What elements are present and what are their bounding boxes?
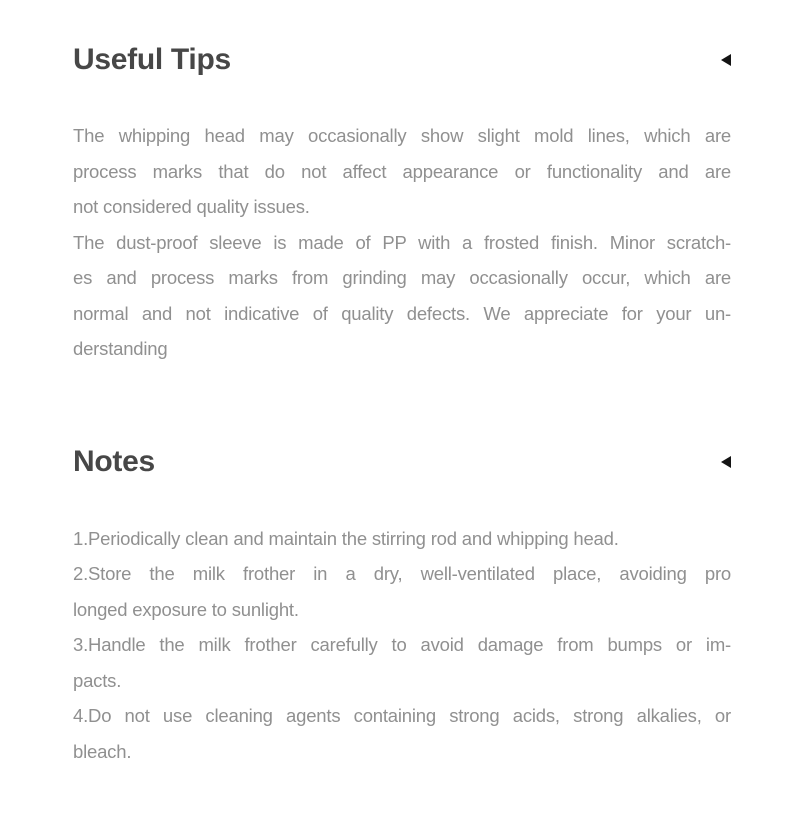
text-line: 4.Do not use cleaning agents containing strong acids, strong alkalies, or (73, 705, 731, 726)
text-line: The dust-proof sleeve is made of PP with a frosted finish. Minor scratch- (73, 231, 731, 253)
text-line: process marks that do not affect appearance or functionality and are (73, 160, 731, 182)
left-triangle-icon (721, 54, 731, 66)
paragraph (73, 225, 731, 367)
section-header (0, 42, 800, 78)
section-title: Notes (73, 444, 155, 478)
section-title: Useful Tips (73, 43, 231, 76)
text-line: 3.Handle the milk frother carefully to avoid damage from bumps or im- (73, 634, 731, 655)
left-triangle-icon (721, 456, 731, 468)
section-body (0, 118, 800, 367)
text-line: pacts. (73, 669, 122, 691)
text-line: The whipping head may occasionally show slight mold lines, which are (73, 125, 731, 146)
text-line: 2.Store the milk frother in a dry, well-ventilated place, avoiding pro (73, 563, 731, 584)
list-item (73, 556, 731, 627)
text-line: es and process marks from grinding may occasionally occur, which are (73, 267, 731, 288)
section-body (0, 521, 800, 770)
section-useful-tips (0, 42, 800, 367)
list-item (73, 627, 731, 698)
list-item (73, 521, 731, 557)
section-header (0, 444, 800, 480)
text-line: derstanding (73, 338, 168, 359)
paragraph (73, 118, 731, 225)
list-item (73, 698, 731, 769)
text-line: 1.Periodically clean and maintain the stirring rod and whipping head. (73, 527, 619, 549)
text-line: longed exposure to sunlight. (73, 598, 299, 620)
text-line: normal and not indicative of quality defects. We appreciate for your un- (73, 302, 731, 324)
text-line: bleach. (73, 740, 132, 762)
section-notes (0, 444, 800, 770)
text-line: not considered quality issues. (73, 196, 310, 217)
